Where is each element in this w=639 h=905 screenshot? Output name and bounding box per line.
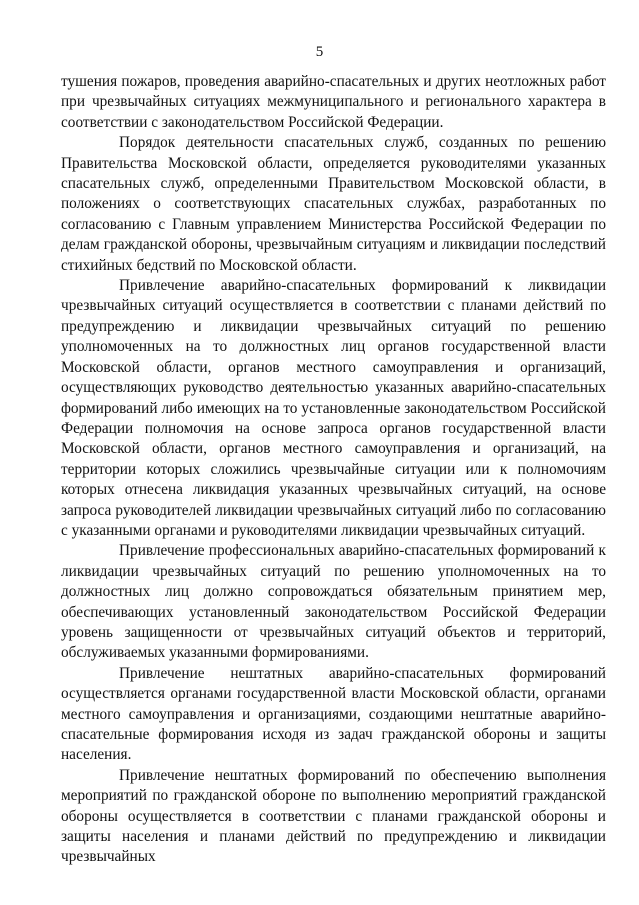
paragraph-fire-fighting-continuation: тушения пожаров, проведения аварийно-спасательных и других неотложных работ при чрезвычайных ситуациях межмуниципального и регионального характера в соответствии с законодательством Российской Федерации. <box>61 73 606 131</box>
paragraph-nonstaff-rescue-units: Привлечение нештатных аварийно-спасательных формирований осуществляется органами государственной власти Московской области, органами местного самоуправления и организациями, создающими нештатные аварийно-спасательные формирования исходя из задач гражданской обороны и защиты населения. <box>61 664 606 764</box>
paragraph-rescue-units-involvement: Привлечение аварийно-спасательных формирований к ликвидации чрезвычайных ситуаций осуществляется в соответствии с планами действий по предупреждению и ликвидации чрезвычайных ситуаций по решению уполномоченных на то должностных лиц органов государственной власти Московской области, органов местного самоуправления и организаций, осуществляющих руководство деятельностью указанных аварийно-спасательных формирований либо имеющих на то установленные законодательством Российской Федерации полномочия на основе запроса органов государственной власти Московской области, органов местного самоуправления и организаций, на территории которых сложились чрезвычайные ситуации или к полномочиям которых отнесена ликвидация указанных чрезвычайных ситуаций, на основе запроса руководителей ликвидации чрезвычайных ситуаций либо по согласованию с указанными органами и руководителями ликвидации чрезвычайных ситуаций. <box>61 277 606 539</box>
document-body <box>61 72 606 868</box>
paragraph-professional-units: Привлечение профессиональных аварийно-спасательных формирований к ликвидации чрезвычайных ситуаций по решению уполномоченных на то должностных лиц должно сопровождаться обязательным принятием мер, обеспечивающих установленный законодательством Российской Федерации уровень защищенности от чрезвычайных ситуаций объектов и территорий, обслуживаемых указанными формированиями. <box>61 542 606 662</box>
page-number: 5 <box>315 44 324 60</box>
paragraph-rescue-services-procedure: Порядок деятельности спасательных служб, созданных по решению Правительства Московской области, определяется руководителями указанных спасательных служб, определенными Правительством Московской области, в положениях о соответствующих спасательных службах, разработанных по согласованию с Главным управлением Министерства Российской Федерации по делам гражданской обороны, чрезвычайным ситуациям и ликвидации последствий стихийных бедствий по Московской области. <box>61 134 606 274</box>
paragraph-civil-defense-units: Привлечение нештатных формирований по обеспечению выполнения мероприятий по гражданской обороне по выполнению мероприятий гражданской обороны осуществляется в соответствии с планами гражданской обороны и защиты населения и планами действий по предупреждению и ликвидации чрезвычайных <box>61 766 606 866</box>
